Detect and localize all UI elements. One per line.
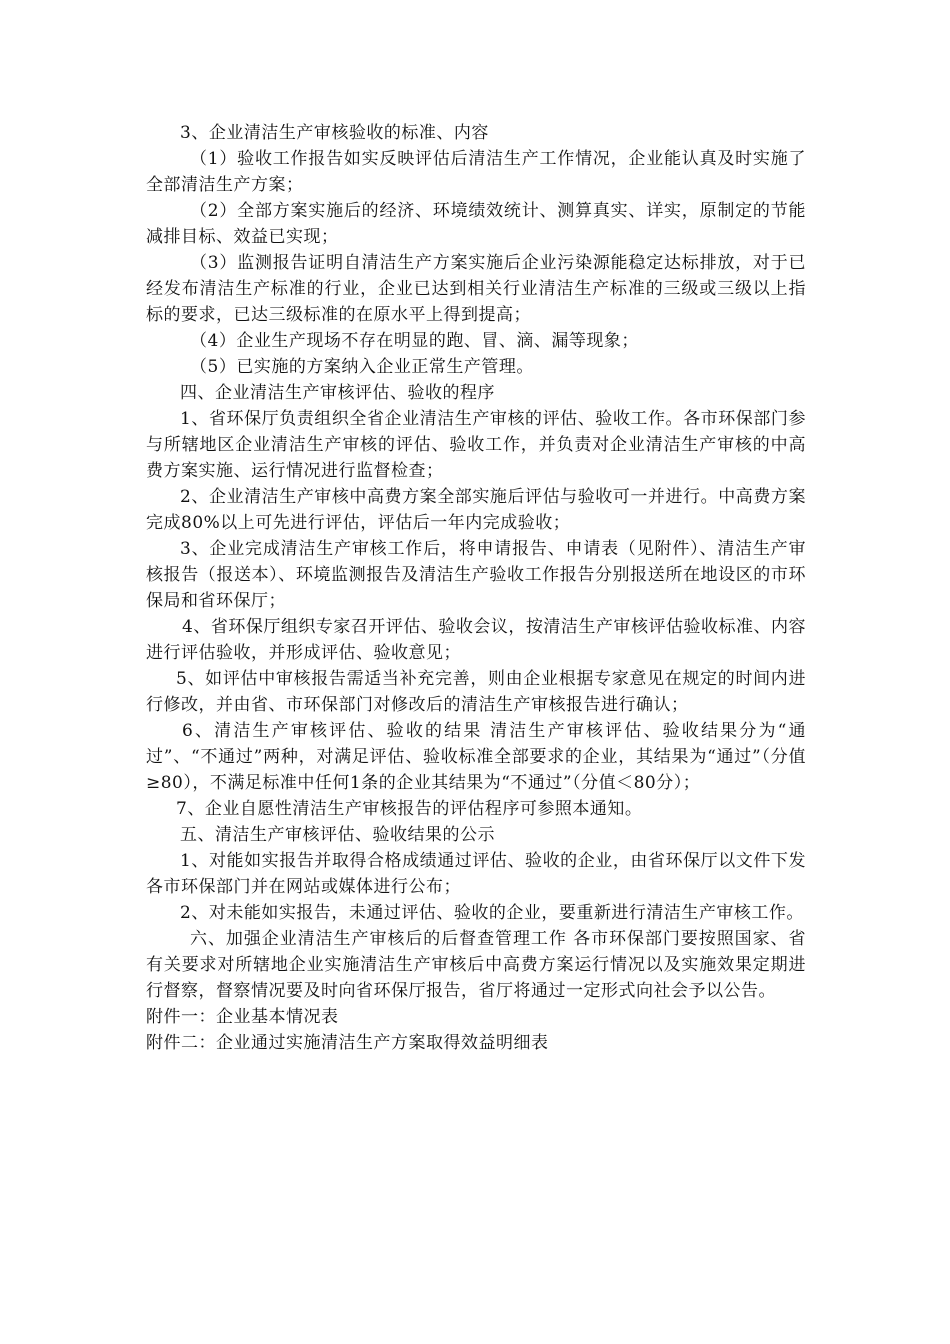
item-4-paragraph: （4）企业生产现场不存在明显的跑、冒、滴、漏等现象； bbox=[190, 331, 639, 351]
procedure-2-paragraph: 2、企业清洁生产审核中高费方案全部实施后评估与验收可一并进行。中高费方案完成80%以上可先进行评估，评估后一年内完成验收； bbox=[146, 487, 806, 533]
section-5-heading: 五、清洁生产审核评估、验收结果的公示 bbox=[180, 825, 495, 845]
publicity-1-paragraph: 1、对能如实报告并取得合格成绩通过评估、验收的企业，由省环保厅以文件下发各市环保部门并在网站或媒体进行公布； bbox=[146, 851, 806, 897]
procedure-6-paragraph: 6、清洁生产审核评估、验收的结果 清洁生产审核评估、验收结果分为“通过”、“不通过”两种，对满足评估、验收标准全部要求的企业，其结果为“通过”（分值≥80），不满足标准中任何1条的企业其结果为“不通过”（分值＜80分）； bbox=[146, 721, 806, 793]
section-4-heading: 四、企业清洁生产审核评估、验收的程序 bbox=[180, 383, 495, 403]
section-6-paragraph: 六、加强企业清洁生产审核后的后督查管理工作 各市环保部门要按照国家、省有关要求对所辖地企业实施清洁生产审核后中高费方案运行情况以及实施效果定期进行督察，督察情况要及时向省环保厅报告，省厅将通过一定形式向社会予以公告。 bbox=[146, 929, 806, 1001]
section-3-heading: 3、企业清洁生产审核验收的标准、内容 bbox=[180, 123, 489, 143]
procedure-5-paragraph: 5、如评估中审核报告需适当补充完善，则由企业根据专家意见在规定的时间内进行修改，并由省、市环保部门对修改后的清洁生产审核报告进行确认； bbox=[146, 669, 806, 715]
item-5-paragraph: （5）已实施的方案纳入企业正常生产管理。 bbox=[190, 357, 534, 377]
procedure-3-paragraph: 3、企业完成清洁生产审核工作后，将申请报告、申请表（见附件）、清洁生产审核报告（报送本）、环境监测报告及清洁生产验收工作报告分别报送所在地设区的市环保局和省环保厅； bbox=[146, 539, 806, 611]
attachment-2-line: 附件二：企业通过实施清洁生产方案取得效益明细表 bbox=[146, 1033, 549, 1053]
procedure-7-paragraph: 7、企业自愿性清洁生产审核报告的评估程序可参照本通知。 bbox=[176, 799, 643, 819]
procedure-4-paragraph: 4、省环保厅组织专家召开评估、验收会议，按清洁生产审核评估验收标准、内容进行评估验收，并形成评估、验收意见； bbox=[146, 617, 806, 663]
item-1-paragraph: （1）验收工作报告如实反映评估后清洁生产工作情况，企业能认真及时实施了全部清洁生产方案； bbox=[146, 149, 806, 195]
procedure-1-paragraph: 1、省环保厅负责组织全省企业清洁生产审核的评估、验收工作。各市环保部门参与所辖地区企业清洁生产审核的评估、验收工作，并负责对企业清洁生产审核的中高费方案实施、运行情况进行监督检查； bbox=[146, 409, 806, 481]
document-page bbox=[146, 120, 806, 1056]
item-3-paragraph: （3）监测报告证明自清洁生产方案实施后企业污染源能稳定达标排放，对于已经发布清洁生产标准的行业，企业已达到相关行业清洁生产标准的三级或三级以上指标的要求，已达三级标准的在原水平上得到提高； bbox=[146, 253, 806, 325]
item-2-paragraph: （2）全部方案实施后的经济、环境绩效统计、测算真实、详实，原制定的节能减排目标、效益已实现； bbox=[146, 201, 806, 247]
attachment-1-line: 附件一：企业基本情况表 bbox=[146, 1007, 339, 1027]
publicity-2-paragraph: 2、对未能如实报告，未通过评估、验收的企业，要重新进行清洁生产审核工作。 bbox=[180, 903, 804, 923]
